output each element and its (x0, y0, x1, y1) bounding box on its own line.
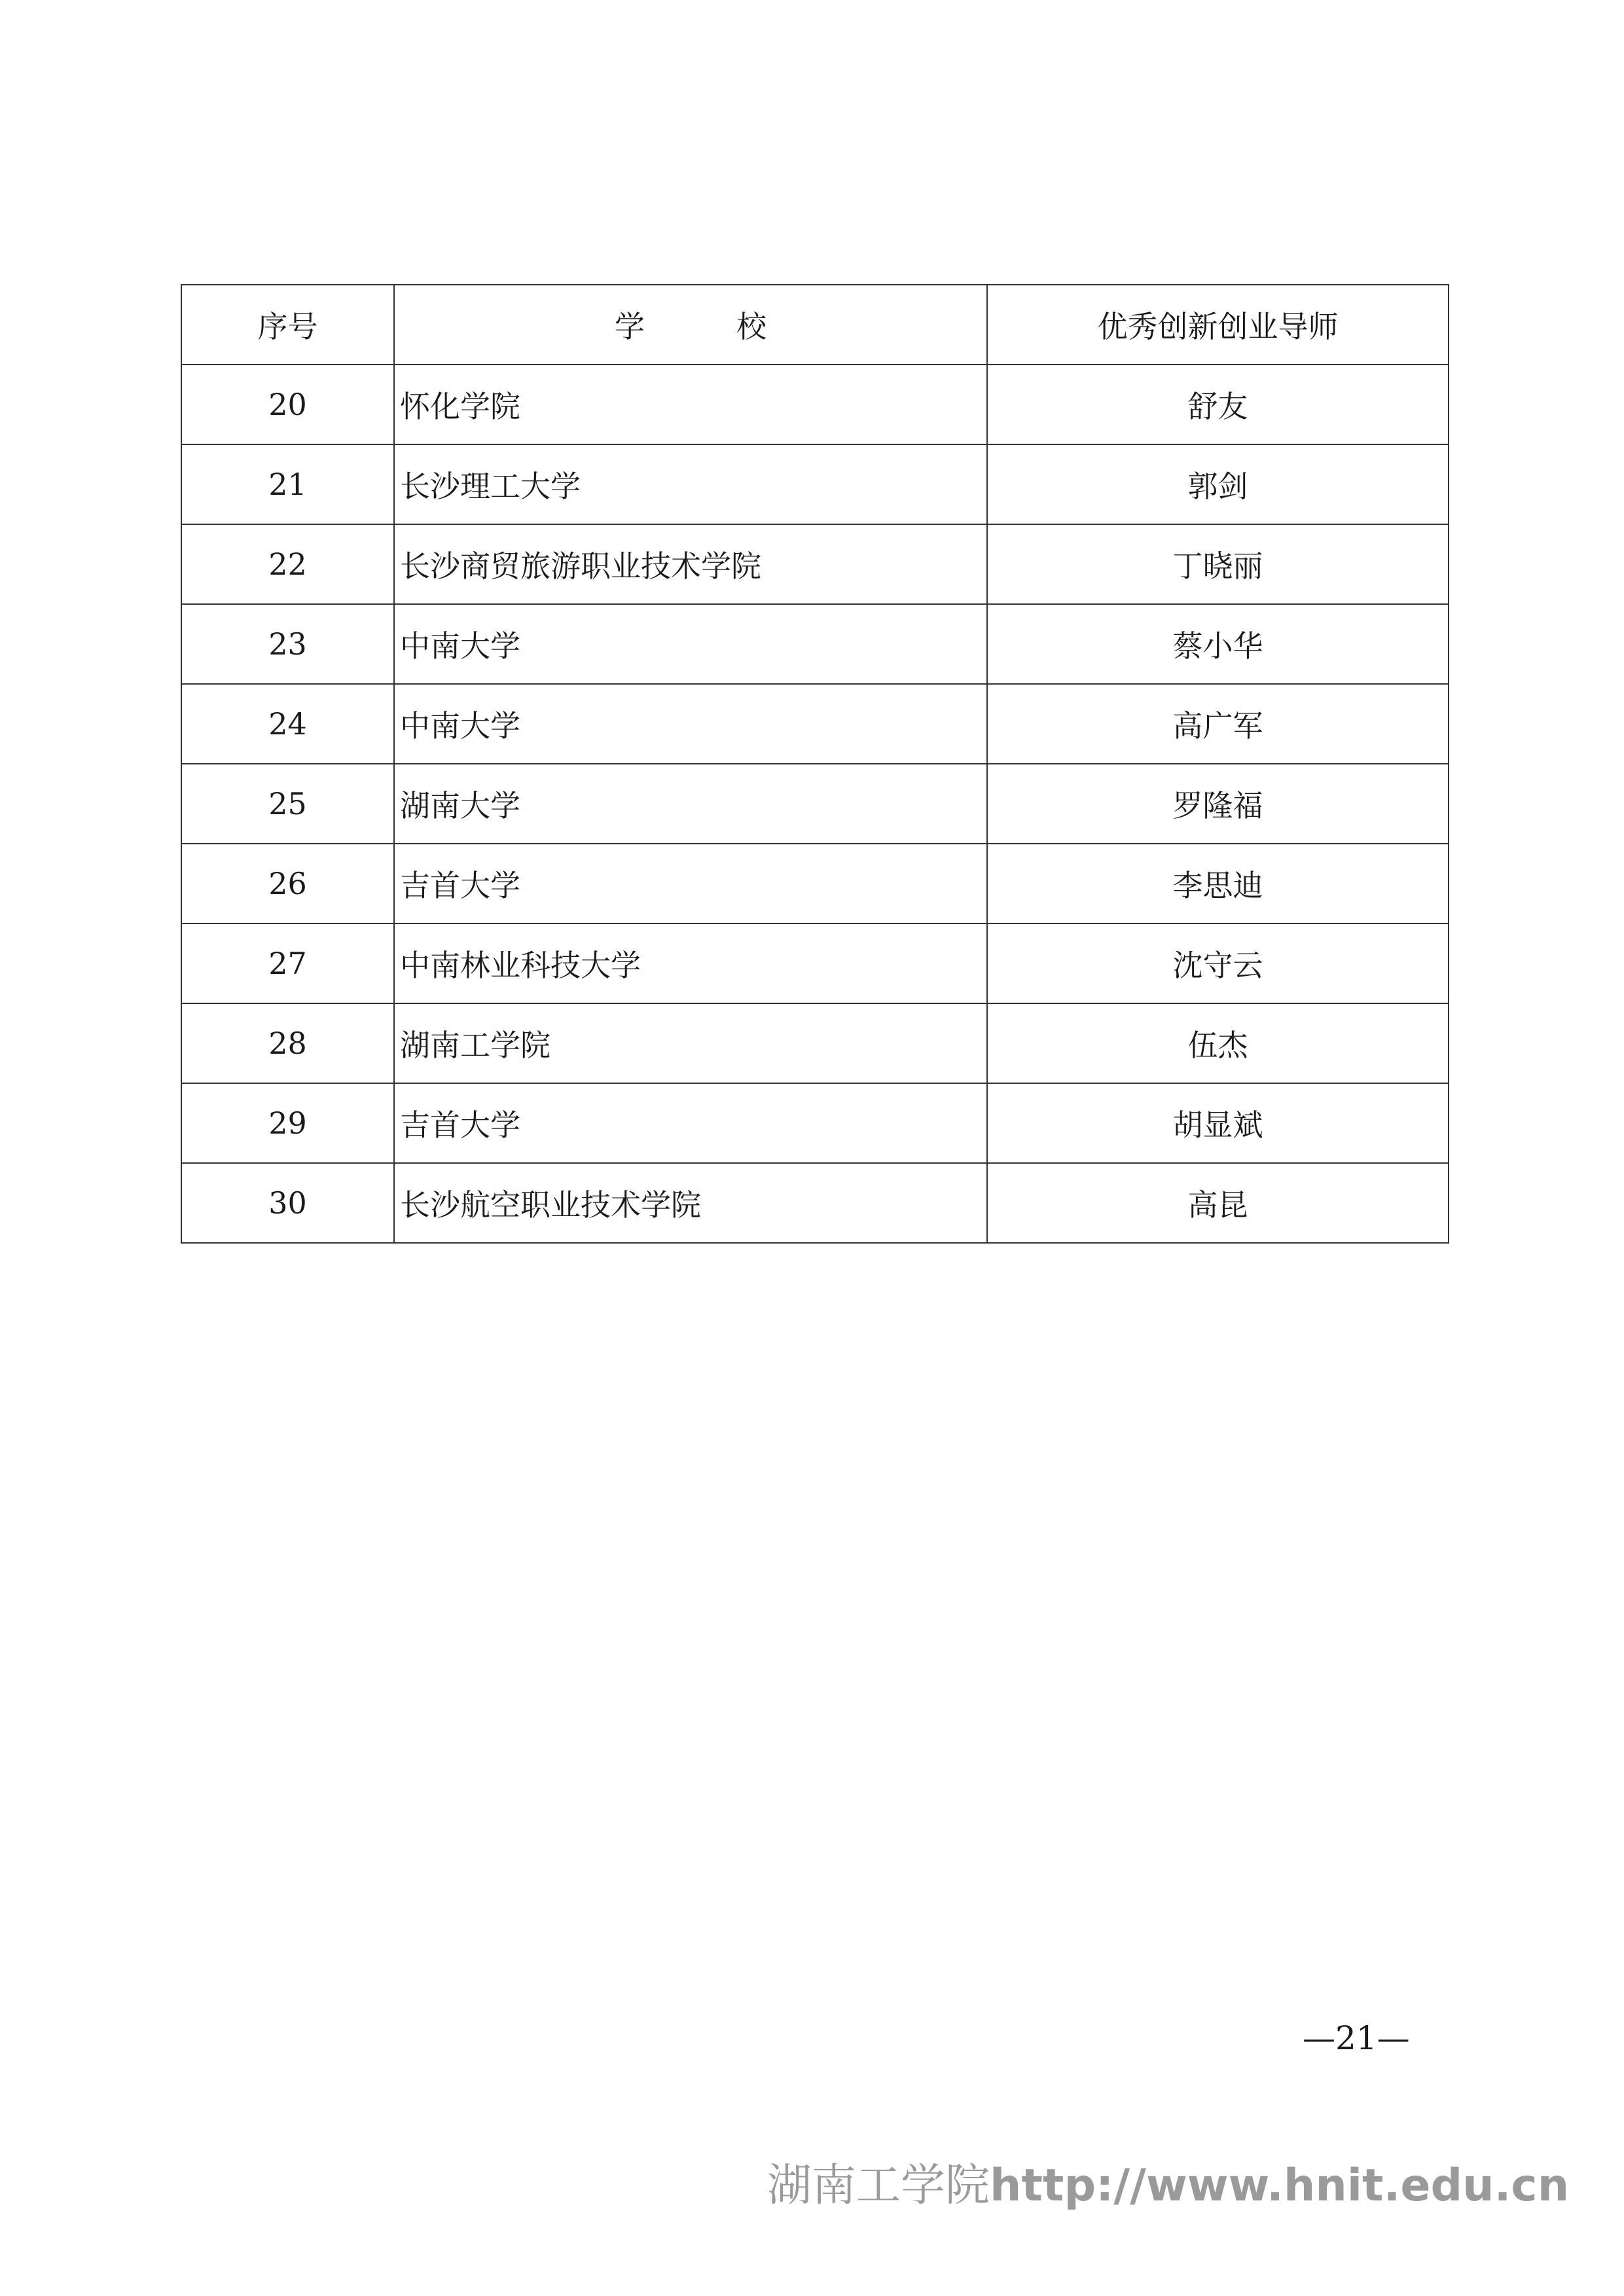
row-seq: 22 (181, 524, 394, 604)
row-mentor: 沈守云 (987, 924, 1449, 1003)
row-seq: 21 (181, 444, 394, 524)
row-school: 吉首大学 (394, 844, 987, 924)
row-mentor: 伍杰 (987, 1003, 1449, 1083)
table-row (181, 684, 1449, 764)
row-mentor: 罗隆福 (987, 764, 1449, 844)
row-mentor: 高昆 (987, 1163, 1449, 1243)
header-seq: 序号 (181, 285, 394, 365)
row-seq: 25 (181, 764, 394, 844)
row-mentor: 郭剑 (987, 444, 1449, 524)
table-row (181, 844, 1449, 924)
table-row (181, 764, 1449, 844)
page-number: —21— (1303, 2019, 1410, 2057)
row-mentor: 蔡小华 (987, 604, 1449, 684)
row-seq: 24 (181, 684, 394, 764)
table-row (181, 924, 1449, 1003)
row-mentor: 丁晓丽 (987, 524, 1449, 604)
row-mentor: 高广军 (987, 684, 1449, 764)
mentor-table (181, 284, 1449, 1244)
table-row (181, 444, 1449, 524)
watermark-url: http://www.hnit.edu.cn (990, 2160, 1570, 2212)
row-school: 吉首大学 (394, 1083, 987, 1163)
table-row (181, 524, 1449, 604)
row-mentor: 李思迪 (987, 844, 1449, 924)
row-mentor: 胡显斌 (987, 1083, 1449, 1163)
row-seq: 23 (181, 604, 394, 684)
header-school-part2: 校 (736, 309, 767, 344)
header-mentor: 优秀创新创业导师 (987, 285, 1449, 365)
row-seq: 20 (181, 365, 394, 444)
header-school (394, 285, 987, 365)
table-row (181, 1003, 1449, 1083)
row-seq: 28 (181, 1003, 394, 1083)
row-school: 湖南大学 (394, 764, 987, 844)
row-seq: 27 (181, 924, 394, 1003)
row-seq: 30 (181, 1163, 394, 1243)
table-header-row (181, 285, 1449, 365)
table-row (181, 1083, 1449, 1163)
row-seq: 29 (181, 1083, 394, 1163)
row-seq: 26 (181, 844, 394, 924)
row-school: 长沙商贸旅游职业技术学院 (394, 524, 987, 604)
table-row (181, 365, 1449, 444)
table-row (181, 604, 1449, 684)
row-school: 中南大学 (394, 684, 987, 764)
row-school: 长沙理工大学 (394, 444, 987, 524)
row-school: 怀化学院 (394, 365, 987, 444)
row-mentor: 舒友 (987, 365, 1449, 444)
row-school: 长沙航空职业技术学院 (394, 1163, 987, 1243)
row-school: 中南林业科技大学 (394, 924, 987, 1003)
watermark (767, 2150, 1569, 2214)
row-school: 湖南工学院 (394, 1003, 987, 1083)
row-school: 中南大学 (394, 604, 987, 684)
header-school-part1: 学 (615, 309, 645, 344)
watermark-name: 湖南工学院 (767, 2160, 990, 2212)
table-row (181, 1163, 1449, 1243)
